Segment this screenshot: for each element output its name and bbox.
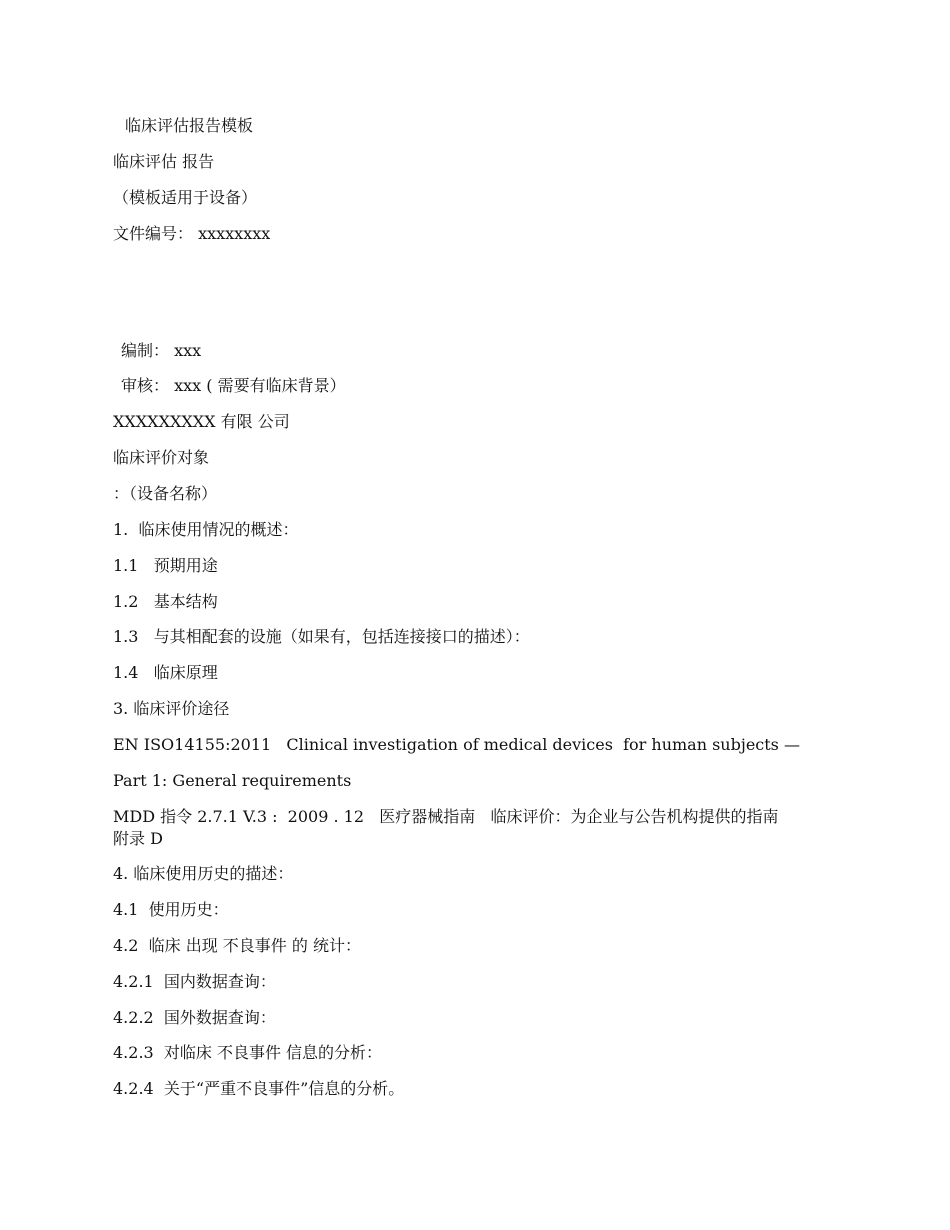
evaluation-object-label: 临床评价对象 bbox=[113, 448, 210, 467]
reviewed-by: 审核： xxx ( 需要有临床背景） bbox=[121, 376, 346, 395]
section-1-1: 1.1 预期用途 bbox=[113, 556, 218, 575]
section-4-2-2: 4.2.2 国外数据查询： bbox=[113, 1008, 276, 1027]
section-4-2-4: 4.2.4 关于“严重不良事件”信息的分析。 bbox=[113, 1079, 405, 1098]
section-4-heading: 4. 临床使用历史的描述： bbox=[113, 864, 294, 883]
standard-reference-1: EN ISO14155:2011 Clinical investigation of medical devices for human subjects — bbox=[113, 735, 800, 754]
report-title: 临床评估 报告 bbox=[113, 152, 215, 171]
template-title: 临床评估报告模板 bbox=[125, 116, 254, 135]
section-4-2-1: 4.2.1 国内数据查询： bbox=[113, 972, 276, 991]
company-name: XXXXXXXXX 有限 公司 bbox=[113, 412, 290, 431]
section-4-2: 4.2 临床 出现 不良事件 的 统计： bbox=[113, 936, 361, 955]
document-number: 文件编号： xxxxxxxx bbox=[113, 224, 271, 243]
standard-reference-2-cont: 附录 D bbox=[113, 829, 163, 848]
section-1-2: 1.2 基本结构 bbox=[113, 592, 218, 611]
standard-reference-1-cont: Part 1: General requirements bbox=[113, 771, 352, 790]
device-name: ：（设备名称） bbox=[113, 484, 218, 503]
section-1-3: 1.3 与其相配套的设施（如果有，包括连接接口的描述）： bbox=[113, 627, 530, 646]
standard-reference-2: MDD 指令 2.7.1 V.3 : 2009 . 12 医疗器械指南 临床评价：为企业与公告机构提供的指南 bbox=[113, 807, 779, 826]
section-3-heading: 3. 临床评价途径 bbox=[113, 699, 230, 718]
section-1-heading: 1. 临床使用情况的概述： bbox=[113, 520, 299, 539]
prepared-by: 编制： xxx bbox=[121, 341, 202, 360]
section-4-1: 4.1 使用历史： bbox=[113, 900, 229, 919]
section-1-4: 1.4 临床原理 bbox=[113, 663, 218, 682]
template-scope: （模板适用于设备） bbox=[113, 188, 258, 207]
section-4-2-3: 4.2.3 对临床 不良事件 信息的分析： bbox=[113, 1043, 383, 1062]
